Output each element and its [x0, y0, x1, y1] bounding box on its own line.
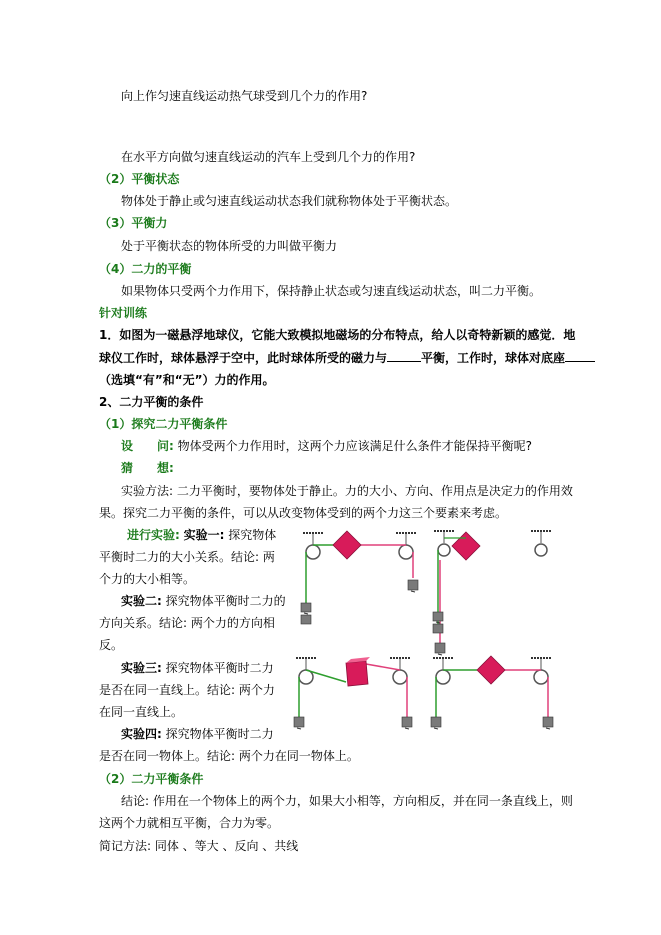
conclusion-line-2: 这两个力就相互平衡，合力为零。 [99, 816, 280, 830]
exp3-title: 实验三: [121, 661, 162, 675]
exp-label: 进行实验: [127, 528, 180, 542]
diamond-block-icon [477, 656, 505, 684]
para-balance-state: 物体处于静止或匀速直线运动状态我们就称物体处于平衡状态。 [121, 194, 458, 208]
pulley-icon [393, 670, 407, 684]
guess-label: 猜 想: [121, 461, 174, 475]
diagram-experiment-2 [433, 531, 551, 655]
method-line-2: 果。探究二力平衡的条件，可以从改变物体受到的两个力这三个要素来考虑。 [99, 506, 508, 520]
diagram-experiment-1 [301, 531, 418, 624]
weight-icon [402, 717, 412, 729]
weight-icon [543, 717, 553, 729]
heading-explore: （1）探究二力平衡条件 [99, 417, 228, 431]
exp1-a: 探究物体 [224, 528, 277, 542]
exercise-1-line-c: （选填“有”和“无”）力的作用。 [99, 373, 275, 387]
ex1b-mid: 平衡，工作时，球体对底座 [421, 351, 566, 365]
weight-icon [408, 580, 418, 592]
diamond-block-icon [452, 532, 480, 560]
exp1-line-c: 个力的大小相等。 [99, 572, 196, 586]
cube-block-icon [346, 661, 368, 686]
exp2-line-b: 方向关系。结论: 两个力的方向相 [99, 616, 275, 630]
pulley-icon [438, 544, 450, 556]
weight-icon [294, 717, 304, 729]
question-2: 在水平方向做匀速直线运动的汽车上受到几个力的作用? [121, 150, 416, 164]
exp2-a: 探究物体平衡时二力的 [161, 594, 286, 608]
conclusion-line-1: 结论: 作用在一个物体上的两个力，如果大小相等，方向相反，并在同一条直线上，则 [121, 794, 573, 808]
diamond-block-icon [333, 531, 361, 559]
heading-conditions: （2）二力平衡条件 [99, 772, 204, 786]
diagram-experiment-4 [431, 656, 553, 729]
exp3-line-b: 是否在同一直线上。结论: 两个力 [99, 683, 275, 697]
question-1: 向上作匀速直线运动热气球受到几个力的作用? [121, 89, 368, 103]
ask-text: 物体受两个力作用时，这两个力应该满足什么条件才能保持平衡呢? [173, 439, 532, 453]
exp4-line-b: 是否在同一物体上。结论: 两个力在同一物体上。 [99, 749, 359, 763]
exp2-line-c: 反。 [99, 638, 124, 652]
exp4-a: 探究物体平衡时二力 [161, 727, 274, 741]
pulley-icon [436, 670, 450, 684]
section-2-title: 2、二力平衡的条件 [99, 395, 204, 409]
heading-two-force: （4）二力的平衡 [99, 262, 192, 276]
pulley-icon [535, 544, 547, 556]
pulley-icon [534, 670, 548, 684]
heading-balance-state: （2）平衡状态 [99, 172, 180, 186]
pulley-icon [306, 545, 320, 559]
weight-icon [431, 717, 441, 729]
heading-balance-force: （3）平衡力 [99, 216, 168, 230]
heading-training: 针对训练 [99, 306, 148, 320]
diagram-experiment-3 [294, 657, 412, 729]
ex1b-pre: 球仪工作时，球体悬浮于空中，此时球体所受的磁力与 [99, 351, 388, 365]
exp3-a: 探究物体平衡时二力 [161, 661, 274, 675]
exp2-title: 实验二: [121, 594, 162, 608]
weight-icon [433, 612, 443, 633]
weight-icon [301, 603, 311, 624]
method-line-1: 实验方法: 二力平衡时，要物体处于静止。力的大小、方向、作用点是决定力的作用效 [121, 484, 573, 498]
ask-label: 设 问: [121, 439, 174, 453]
exp3-line-c: 在同一直线上。 [99, 705, 184, 719]
exp4-title: 实验四: [121, 727, 162, 741]
exercise-1-line-a: 1．如图为一磁悬浮地球仪，它能大致模拟地磁场的分布特点，给人以奇特新颖的感觉．地 [99, 328, 576, 342]
weight-icon [435, 643, 445, 655]
para-two-force: 如果物体只受两个力作用下，保持静止状态或匀速直线运动状态，叫二力平衡。 [121, 284, 542, 298]
para-balance-force: 处于平衡状态的物体所受的力叫做平衡力 [121, 239, 338, 253]
exp1-title: 实验一: [183, 528, 225, 542]
memo-line: 简记方法: 同体 、等大 、反向 、共线 [99, 839, 299, 853]
pulley-icon [399, 545, 413, 559]
exp1-line-b: 平衡时二力的大小关系。结论: 两 [99, 550, 275, 564]
